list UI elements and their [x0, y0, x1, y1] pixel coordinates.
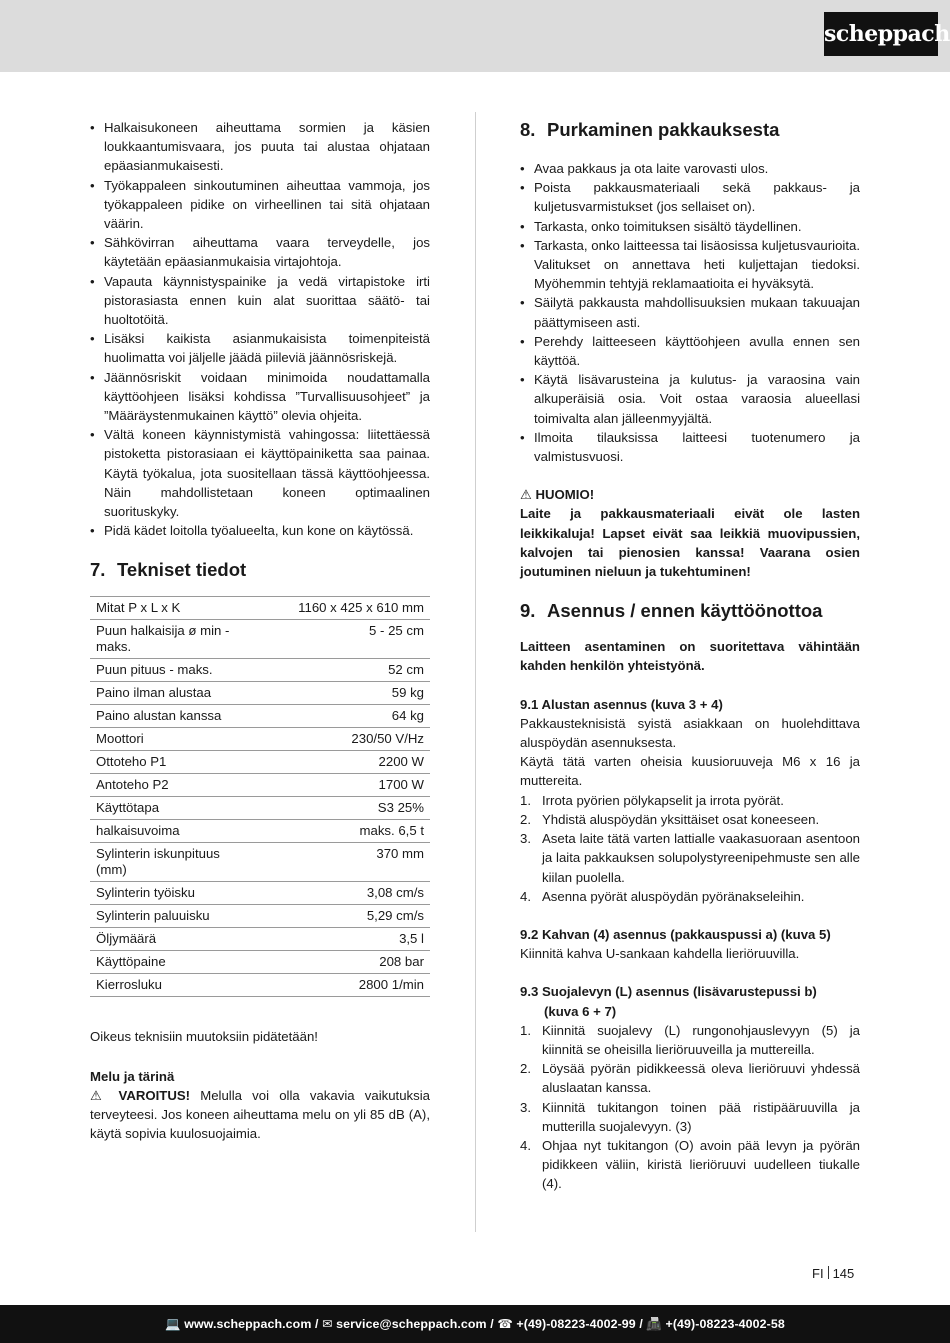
header-bar [0, 0, 950, 72]
subsection-text: Käytä tätä varten oheisia kuusioruuveja M6 x 16 ja muttereita. [520, 754, 860, 789]
section-title: Tekniset tiedot [117, 559, 247, 581]
spec-label: halkaisuvoima [90, 820, 260, 843]
list-item: • Tarkasta, onko toimituksen sisältö täydellinen. [520, 217, 860, 236]
fax-number: +(49)-08223-4002-58 [665, 1317, 785, 1331]
spec-label: Puun halkaisija ø min - maks. [90, 620, 260, 659]
list-item: 4. Ohjaa nyt tukitangon (O) avoin pää levyn ja pyörän pidikkeen väliin, kiristä lieriöruuvi uudelleen tiukalle (4). [520, 1137, 860, 1192]
email-link[interactable]: service@scheppach.com [336, 1317, 487, 1331]
spec-label: Paino ilman alustaa [90, 682, 260, 705]
page-number: FI 145 [812, 1266, 855, 1281]
section-9-heading [520, 599, 860, 623]
list-item: • Avaa pakkaus ja ota laite varovasti ulos. [520, 159, 860, 178]
table-row [90, 797, 430, 820]
noise-heading: Melu ja tärinä [90, 1068, 175, 1084]
phone-number: +(49)-08223-4002-99 [516, 1317, 636, 1331]
table-row [90, 843, 430, 882]
list-item: • Ilmoita tilauksissa laitteesi tuotenumero ja valmistusvuosi. [520, 428, 860, 466]
spec-value: S3 25% [260, 797, 430, 820]
table-row [90, 751, 430, 774]
table-row [90, 728, 430, 751]
spec-value: 370 mm [260, 843, 430, 882]
table-row [90, 774, 430, 797]
table-row [90, 974, 430, 997]
list-item: • Perehdy laitteeseen käyttöohjeen avulla ennen sen käyttöä. [520, 332, 860, 370]
warning-text: Melulla voi olla vakavia vaikutuksia terveyteesi. Jos koneen aiheuttama melu on yli 85 dB (A), käytä sopivia kuulosuojaimia. [90, 1087, 430, 1142]
list-item: • Käytä lisävarusteina ja kulutus- ja varaosina vain alkuperäisiä osia. Voit ostaa varaosia alueellasi toimivalta alan jälleenmyyjältä. [520, 370, 860, 428]
spec-label: Sylinterin paluuisku [90, 905, 260, 928]
spec-value: 1160 x 425 x 610 mm [260, 597, 430, 620]
safety-bullet-list [90, 118, 430, 540]
notice-heading [520, 485, 860, 504]
left-column [90, 118, 430, 1143]
website-link[interactable]: www.scheppach.com [184, 1317, 312, 1331]
notice-label: HUOMIO! [535, 487, 595, 503]
list-item: 1. Kiinnitä suojalevy (L) rungonohjauslevyyn (5) ja kiinnitä se oheisilla lieriöruuveilla ja muttereilla. [520, 1022, 860, 1057]
warning-label: VAROITUS! [118, 1087, 191, 1103]
spec-label: Sylinterin työisku [90, 882, 260, 905]
subsection-9-3-steps [520, 1021, 860, 1194]
spec-value: 52 cm [260, 659, 430, 682]
subsection-9-1-heading: 9.1 Alustan asennus (kuva 3 + 4) [520, 696, 723, 712]
spec-label: Mitat P x L x K [90, 597, 260, 620]
spec-value: 230/50 V/Hz [260, 728, 430, 751]
spec-label: Kierrosluku [90, 974, 260, 997]
list-item: 3. Kiinnitä tukitangon toinen pää ristipääruuvilla ja mutterilla suojalevyyn. (3) [520, 1099, 860, 1134]
spec-value: 1700 W [260, 774, 430, 797]
column-divider [475, 112, 476, 1232]
brand-logo: scheppach [824, 12, 938, 56]
list-item: • Lisäksi kaikista asianmukaisista toimenpiteistä huolimatta voi jäljelle jäädä piileviä jäännösriskejä. [90, 329, 430, 367]
section-number: 9. [520, 600, 536, 622]
spec-label: Käyttötapa [90, 797, 260, 820]
warning-triangle-icon: ⚠ [90, 1087, 109, 1103]
right-column [520, 118, 860, 1194]
list-item: • Poista pakkausmateriaali sekä pakkaus- ja kuljetusvarmistukset (jos sellaiset on). [520, 178, 860, 216]
spec-value: 5,29 cm/s [260, 905, 430, 928]
section-8-heading [520, 118, 860, 142]
section-title: Purkaminen pakkauksesta [547, 119, 780, 140]
footer-bar: 💻 www.scheppach.com / ✉ service@scheppach.com / ☎ +(49)-08223-4002-99 / 📠 +(49)-08223-4002-58 [0, 1305, 950, 1343]
list-item: 1. Irrota pyörien pölykapselit ja irrota pyörät. [520, 792, 784, 808]
list-item: • Tarkasta, onko laitteessa tai lisäosissa kuljetusvaurioita. Valitukset on annettava heti kuljettajan tiedoksi. Myöhemmin tehtyjä reklamaatioita ei hyväksytä. [520, 236, 860, 294]
subsection-9-3-heading: 9.3 Suojalevyn (L) asennus (lisävarustepussi b) (kuva 6 + 7) [520, 984, 817, 1019]
installation-intro: Laitteen asentaminen on suoritettava vähintään kahden henkilön yhteistyönä. [520, 639, 860, 674]
list-item: 2. Yhdistä aluspöydän yksittäiset osat koneeseen. [520, 811, 820, 827]
table-row [90, 659, 430, 682]
spec-value: maks. 6,5 t [260, 820, 430, 843]
section-7-heading [90, 558, 430, 582]
computer-icon: 💻 [165, 1317, 181, 1331]
list-item: 2. Löysää pyörän pidikkeessä oleva lieriöruuvi yhdessä aluslaatan kanssa. [520, 1061, 860, 1096]
list-item: • Halkaisukoneen aiheuttama sormien ja käsien loukkaantumisvaara, jos puuta tai alustaa ohjataan epäasianmukaisesti. [90, 118, 430, 176]
mail-icon: ✉ [322, 1317, 333, 1331]
subsection-9-2-heading: 9.2 Kahvan (4) asennus (pakkauspussi a) (kuva 5) [520, 926, 831, 942]
spec-value: 64 kg [260, 705, 430, 728]
list-item: • Jäännösriskit voidaan minimoida noudattamalla käyttöohjeen lisäksi kohdissa ”Turvallisuusohjeet” ja ”Määräystenmukainen käyttö” olevia ohjeita. [90, 368, 430, 426]
spec-label: Sylinterin iskunpituus (mm) [90, 843, 260, 882]
table-row [90, 620, 430, 659]
spec-value: 3,5 l [260, 928, 430, 951]
list-item: • Työkappaleen sinkoutuminen aiheuttaa vammoja, jos työkappaleen pidike on virheellinen tai sitä ohjataan väärin. [90, 176, 430, 234]
spec-label: Käyttöpaine [90, 951, 260, 974]
spec-value: 2200 W [260, 751, 430, 774]
spec-label: Puun pituus - maks. [90, 659, 260, 682]
table-row [90, 820, 430, 843]
list-item: • Pidä kädet loitolla työalueelta, kun kone on käytössä. [90, 521, 430, 540]
subsection-text: Pakkausteknisistä syistä asiakkaan on huolehdittava aluspöydän asennuksesta. [520, 715, 860, 751]
list-item: • Sähkövirran aiheuttama vaara terveydelle, jos käytetään epäasianmukaisia virtajohtoja. [90, 233, 430, 271]
list-item: • Säilytä pakkausta mahdollisuuksien mukaan takuuajan päättymiseen asti. [520, 293, 860, 331]
spec-label: Öljymäärä [90, 928, 260, 951]
table-row [90, 705, 430, 728]
warning-triangle-icon: ⚠ [520, 487, 532, 503]
list-item: 3. Aseta laite tätä varten lattialle vaakasuoraan asentoon ja laita pakkauksen solupolystyreenipehmuste sen alle kiilan puolella. [520, 831, 860, 885]
table-row [90, 905, 430, 928]
table-row [90, 597, 430, 620]
list-item: • Vältä koneen käynnistymistä vahingossa: liitettäessä pistoketta pistorasiaan ei käyttöpainiketta saa painaa. Käytä työkalua, jota suositellaan tässä käyttöohjeessa. Näin mahdollistetaan koneen optimaalinen suorituskyky. [90, 425, 430, 521]
spec-value: 59 kg [260, 682, 430, 705]
unpacking-bullet-list [520, 159, 860, 466]
table-row [90, 928, 430, 951]
table-row [90, 882, 430, 905]
spec-label: Paino alustan kanssa [90, 705, 260, 728]
table-row [90, 682, 430, 705]
spec-value: 5 - 25 cm [260, 620, 430, 659]
spec-label: Antoteho P2 [90, 774, 260, 797]
spec-value: 208 bar [260, 951, 430, 974]
subsection-text: Kiinnitä kahva U-sankaan kahdella lieriöruuvilla. [520, 946, 800, 962]
table-row [90, 951, 430, 974]
subsection-9-1-steps [520, 791, 860, 906]
list-item: 4. Asenna pyörät aluspöydän pyöränakseleihin. [520, 888, 805, 904]
technical-note: Oikeus teknisiin muutoksiin pidätetään! [90, 1029, 318, 1045]
technical-data-table [90, 596, 430, 997]
section-number: 8. [520, 119, 536, 140]
phone-icon: ☎ [497, 1317, 513, 1331]
noise-warning [90, 1086, 430, 1144]
section-number: 7. [90, 559, 106, 581]
fax-icon: 📠 [646, 1317, 662, 1331]
spec-label: Ottoteho P1 [90, 751, 260, 774]
notice-text: Laite ja pakkausmateriaali eivät ole lasten leikkikaluja! Lapset eivät saa leikkiä muovipussien, kalvojen tai pienosien kanssa! Vaarana osien joutuminen nieluun ja tukehtuminen! [520, 506, 860, 580]
spec-label: Moottori [90, 728, 260, 751]
section-title: Asennus / ennen käyttöönottoa [547, 600, 823, 622]
spec-value: 2800 1/min [260, 974, 430, 997]
list-item: • Vapauta käynnistyspainike ja vedä virtapistoke irti pistorasiasta ennen kuin alat suorittaa säätö- tai huoltotöitä. [90, 272, 430, 330]
spec-value: 3,08 cm/s [260, 882, 430, 905]
